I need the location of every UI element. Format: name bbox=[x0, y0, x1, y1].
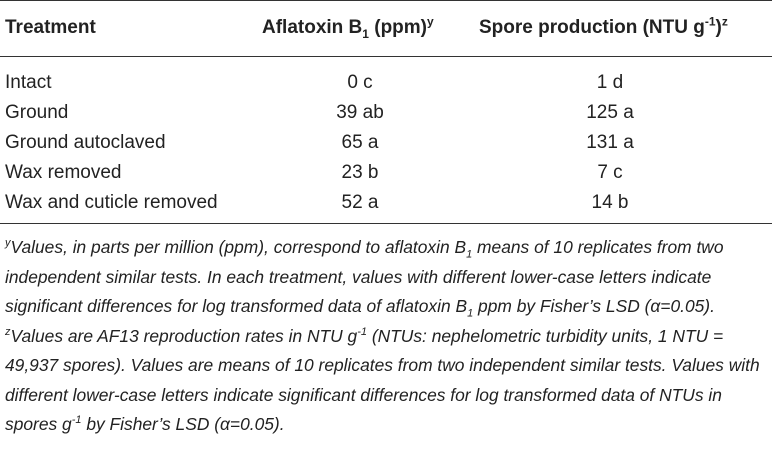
header-spore-close-paren: ) bbox=[715, 17, 722, 38]
cell-spore: 131 a bbox=[586, 132, 634, 153]
cell-aflatoxin: 65 a bbox=[341, 132, 379, 153]
footnote-z-text: (NTUs: nephelometric turbidity units, 1 NTU = 49,937 spores). Values are means of 10 replicates from two independent similar tests. Values with different lower-case letters indicate significant differences for log transformed data of NTUs in spores g bbox=[5, 325, 760, 434]
table-row bbox=[0, 188, 772, 218]
header-aflatoxin bbox=[262, 14, 434, 42]
cell-spore: 14 b bbox=[591, 192, 629, 213]
header-aflatoxin-footnote-marker: y bbox=[427, 14, 434, 29]
footnote-z bbox=[5, 322, 767, 440]
table-row bbox=[0, 158, 772, 188]
header-spore-exponent: -1 bbox=[704, 14, 716, 29]
cell-treatment: Wax removed bbox=[5, 162, 122, 183]
footnote-y bbox=[5, 233, 767, 322]
cell-spore: 125 a bbox=[586, 102, 634, 123]
cell-aflatoxin: 39 ab bbox=[336, 102, 384, 123]
header-treatment bbox=[5, 14, 96, 42]
header-spore-production bbox=[479, 14, 728, 42]
footnote-z-marker: z bbox=[5, 325, 11, 338]
cell-spore: 7 c bbox=[597, 162, 623, 183]
footnote-z-text: by Fisher’s LSD (α=0.05). bbox=[81, 414, 285, 434]
footnote-y-text: Values, in parts per million (ppm), correspond to aflatoxin B bbox=[10, 237, 467, 257]
cell-treatment: Ground bbox=[5, 102, 69, 123]
table-bottom-rule bbox=[0, 223, 772, 224]
table-top-rule bbox=[0, 0, 772, 1]
table-footnotes bbox=[5, 233, 767, 440]
header-aflatoxin-label: Aflatoxin B bbox=[262, 17, 363, 38]
footnote-y-subscript: 1 bbox=[466, 248, 473, 261]
cell-aflatoxin: 0 c bbox=[347, 72, 373, 93]
cell-aflatoxin: 23 b bbox=[341, 162, 379, 183]
table-row bbox=[0, 68, 772, 98]
header-aflatoxin-unit: (ppm) bbox=[368, 17, 428, 38]
cell-spore: 1 d bbox=[596, 72, 624, 93]
footnote-z-text: Values are AF13 reproduction rates in NTU g bbox=[10, 325, 358, 346]
footnote-z-exponent: -1 bbox=[71, 414, 82, 427]
cell-aflatoxin: 52 a bbox=[341, 192, 379, 213]
footnote-y-text: ppm by Fisher’s LSD (α=0.05). bbox=[473, 296, 715, 316]
header-aflatoxin-subscript: 1 bbox=[362, 26, 369, 41]
header-spore-label: Spore production (NTU g bbox=[479, 17, 705, 38]
cell-treatment: Ground autoclaved bbox=[5, 132, 166, 153]
footnote-z-exponent: -1 bbox=[357, 325, 367, 338]
footnote-y-text: means of 10 replicates from two independent similar tests. In each treatment, values with different lower-case letters indicate significant differences for log transformed data of aflatoxin B bbox=[5, 237, 724, 316]
table-header-rule bbox=[0, 56, 772, 57]
table-row bbox=[0, 128, 772, 158]
footnote-y-marker: y bbox=[5, 237, 11, 250]
cell-treatment: Wax and cuticle removed bbox=[5, 192, 218, 213]
header-treatment-label: Treatment bbox=[5, 17, 96, 38]
cell-treatment: Intact bbox=[5, 72, 52, 93]
footnote-y-subscript: 1 bbox=[467, 307, 474, 320]
header-spore-footnote-marker: z bbox=[721, 14, 728, 29]
table-row bbox=[0, 98, 772, 128]
